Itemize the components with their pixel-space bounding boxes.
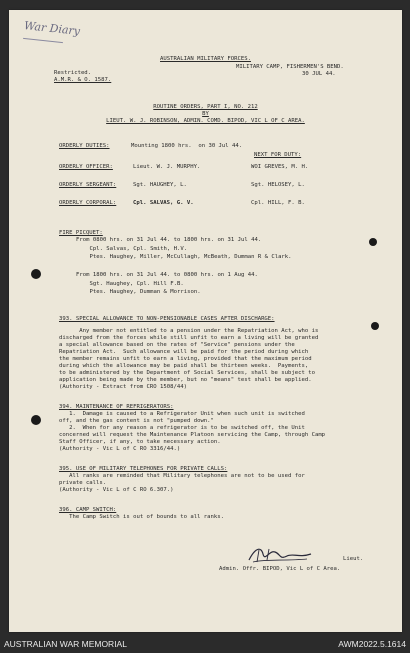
fire-picquet-line: Sgt. Haughey, Cpl. Hill F.B. [76, 281, 184, 287]
punch-hole [31, 415, 41, 425]
signatory-title: Admin. Offr. BIPOD, Vic L of C Area. [219, 566, 341, 572]
order-393-line: a special allowance based on the rates of "Service" pensions under the [59, 342, 295, 348]
footer-accession: AWM2022.5.1614 [338, 639, 406, 649]
order-395-heading: 395. USE OF MILITARY TELEPHONES FOR PRIVATE CALLS: [59, 466, 228, 472]
title-line-3: LIEUT. W. J. ROBINSON, ADMIN. COMD. BIPOD, VIC L OF C AREA. [106, 118, 305, 124]
order-394-line: 2. When for any reason a refrigerator is to be switched off, the Unit [59, 425, 305, 431]
order-393-line: Any member not entitled to a pension under the Repatriation Act, who is [59, 328, 319, 334]
order-395-line: (Authority - Vic L of C RO 6.307.) [59, 487, 174, 493]
handwritten-note: War Diary [23, 19, 81, 38]
fire-picquet-line: From 0800 hrs. on 31 Jul 44. to 1800 hrs. on 31 Jul 44. [76, 237, 262, 243]
orderly-officer-next: WOI GREVES, M. H. [251, 164, 309, 170]
header-date: 30 JUL 44. [302, 71, 336, 77]
order-393-line: during which the allowance may be paid shall be thirteen weeks. Payments, [59, 363, 309, 369]
order-395-line: All ranks are reminded that Military telephones are not to be used for [59, 473, 305, 479]
order-394-heading: 394. MAINTENANCE OF REFRIGERATORS: [59, 404, 174, 410]
order-394-line: 1. Damage is caused to a Refrigerator Unit when such unit is switched [59, 411, 305, 417]
order-393-line: the member remains unfit to earn a living, provided that the maximum period [59, 356, 312, 362]
orderly-duties-label: ORDERLY DUTIES: [59, 143, 110, 149]
orderly-corporal-label: ORDERLY CORPORAL: [59, 200, 117, 206]
order-393-line: (Authority - Extract from CRO 1508/44) [59, 384, 187, 390]
orderly-sergeant-label: ORDERLY SERGEANT: [59, 182, 117, 188]
orderly-corporal-next: Cpl. HILL, F. B. [251, 200, 305, 206]
order-396-line: The Camp Switch is out of bounds to all ranks. [59, 514, 225, 520]
signature-image [245, 544, 315, 566]
orderly-corporal-current: Cpl. SALVAS, G. V. [133, 200, 194, 206]
footer-institution: AUSTRALIAN WAR MEMORIAL [4, 639, 127, 649]
fire-picquet-line: Cpl. Salvas, Cpl. Smith, H.V. [76, 246, 188, 252]
order-396-heading: 396. CAMP SWITCH: [59, 507, 117, 513]
order-394-line: Staff Officer, if any, to take necessary action. [59, 439, 221, 445]
orderly-sergeant-next: Sgt. HELOSEY, L. [251, 182, 305, 188]
order-393-heading: 393. SPECIAL ALLOWANCE TO NON-PENSIONABLE CASES AFTER DISCHARGE: [59, 316, 275, 322]
order-393-line: to be administered by the Department of Social Services, shall be subject to [59, 370, 315, 376]
title-line-2: BY [202, 111, 209, 117]
orderly-officer-label: ORDERLY OFFICER: [59, 164, 113, 170]
header-org: AUSTRALIAN MILITARY FORCES. [160, 56, 251, 62]
fire-picquet-label: FIRE PICQUET: [59, 230, 103, 236]
punch-hole [369, 238, 377, 246]
document-page [9, 10, 402, 632]
orderly-officer-current: Lieut. W. J. MURPHY. [133, 164, 201, 170]
orderly-sergeant-current: Sgt. HAUGHEY, L. [133, 182, 187, 188]
fire-picquet-line: Ptes. Haughey, Dumman & Morrison. [76, 289, 201, 295]
punch-hole [371, 322, 379, 330]
order-393-line: application being made by the member, but no "means" test shall be applied. [59, 377, 312, 383]
header-location: MILITARY CAMP, FISHERMEN'S BEND. [236, 64, 344, 70]
reference: A.M.R. & O. 1587. [54, 77, 112, 83]
order-393-line: discharged from the forces while still unfit to earn a living will be granted [59, 335, 319, 341]
order-393-line: Repatriation Act. Such allowance will be paid for the period during which [59, 349, 309, 355]
signatory-rank: Lieut. [343, 556, 364, 562]
order-394-line: concerned will request the Maintenance Platoon servicing the Camp, through Camp [59, 432, 326, 438]
punch-hole [31, 269, 41, 279]
fire-picquet-line: From 1800 hrs. on 31 Jul 44. to 0800 hrs. on 1 Aug 44. [76, 272, 258, 278]
fire-picquet-line: Ptes. Haughey, Miller, McCullagh, McBeath, Dumman R & Clark. [76, 254, 292, 260]
order-395-line: private calls. [59, 480, 107, 486]
title-line-1: ROUTINE ORDERS, PART I, NO. 212 [153, 104, 258, 110]
next-for-duty-label: NEXT FOR DUTY: [254, 152, 302, 158]
classification: Restricted. [54, 70, 92, 76]
order-394-line: (Authority - Vic L of C RO 3316/44.) [59, 446, 181, 452]
order-394-line: off, and the gas content is not "pumped down." [59, 418, 214, 424]
handwritten-underline [23, 38, 63, 43]
orderly-duties-value: Mounting 1800 hrs. on 30 Jul 44. [131, 143, 243, 149]
